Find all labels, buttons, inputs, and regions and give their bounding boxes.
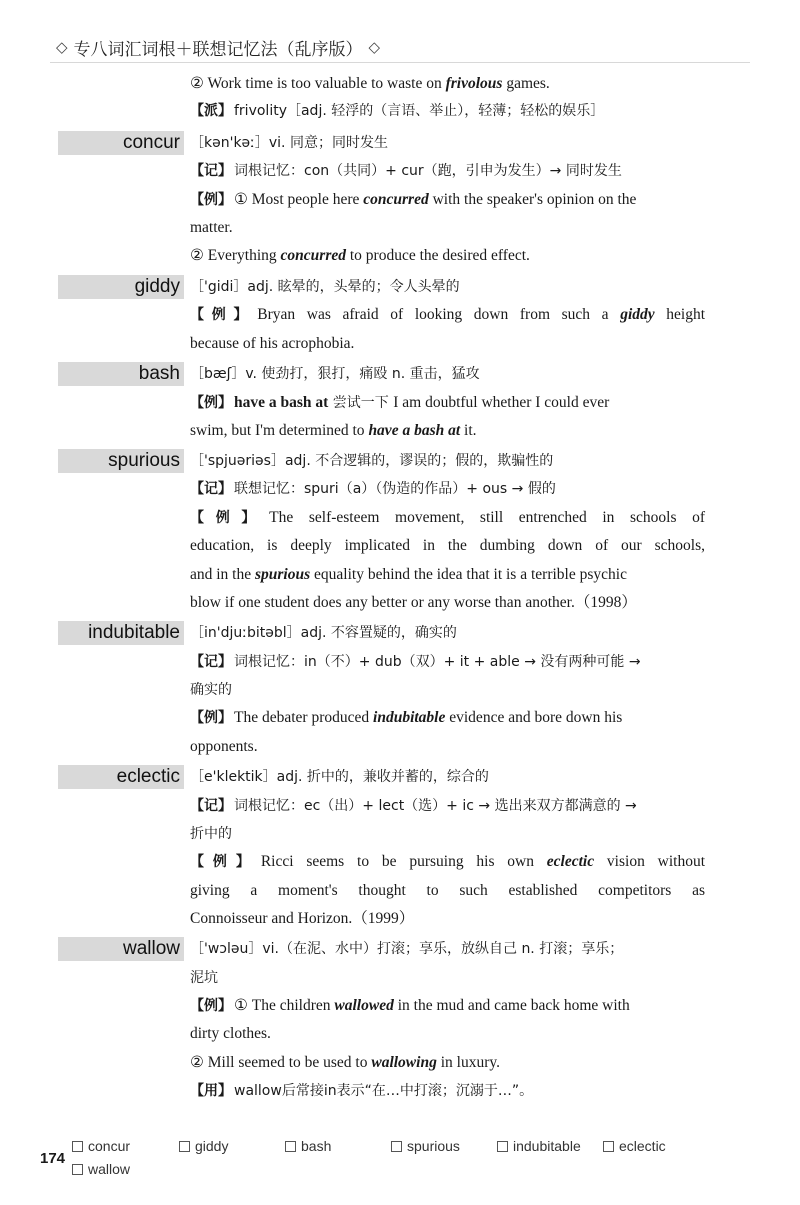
pron-def-bash: ［bæʃ］v. 使劲打，狠打，痛殴 n. 重击，猛攻 xyxy=(190,366,480,382)
checkbox-icon[interactable] xyxy=(497,1141,508,1152)
page-number: 174 xyxy=(40,1150,66,1167)
example-spurious-d: blow if one student does any better or any worse than another.（1998） xyxy=(190,594,637,611)
checkbox-item[interactable]: giddy xyxy=(179,1138,228,1154)
memo-concur: 【记】 词根记忆：con（共同）+ cur（跑，引申为发生）→ 同时发生 xyxy=(190,163,622,179)
checkbox-item[interactable]: indubitable xyxy=(497,1138,581,1154)
checkbox-item[interactable]: bash xyxy=(285,1138,331,1154)
checkbox-icon[interactable] xyxy=(285,1141,296,1152)
example-eclectic-c: Connoisseur and Horizon.（1999） xyxy=(190,910,415,927)
headword-indubitable: indubitable xyxy=(58,621,184,645)
checkbox-item[interactable]: spurious xyxy=(391,1138,460,1154)
pron-def-indubitable: ［in'djuːbitəbl］adj. 不容置疑的，确实的 xyxy=(190,625,457,641)
header-rule xyxy=(50,62,750,63)
example-eclectic-b: giving a moment's thought to such established competitors as xyxy=(190,882,705,899)
checkbox-icon[interactable] xyxy=(72,1164,83,1175)
pron-def-spurious: ［'spjuəriəs］adj. 不合逻辑的，谬误的；假的，欺骗性的 xyxy=(190,453,554,469)
memo-spurious: 【记】 联想记忆：spuri（a）（伪造的作品）+ ous → 假的 xyxy=(190,481,556,497)
example-giddy-a: 【例】 Bryan was afraid of looking down from such a giddy height xyxy=(190,306,705,323)
checkbox-item[interactable]: wallow xyxy=(72,1161,130,1177)
memo-indubitable-b: 确实的 xyxy=(190,682,232,698)
example-indubitable-b: opponents. xyxy=(190,738,258,755)
checkbox-icon[interactable] xyxy=(72,1141,83,1152)
headword-concur: concur xyxy=(58,131,184,155)
example-indubitable-a: 【例】 The debater produced indubitable evidence and bore down his xyxy=(190,709,623,726)
checkbox-item[interactable]: eclectic xyxy=(603,1138,666,1154)
example-spurious-c: and in the spurious equality behind the idea that it is a terrible psychic xyxy=(190,566,627,583)
headword-wallow: wallow xyxy=(58,937,184,961)
pron-def-concur: ［kən'kəː］vi. 同意；同时发生 xyxy=(190,135,388,151)
pron-def-wallow-a: ［'wɔləu］vi.（在泥、水中）打滚；享乐，放纵自己 n. 打滚；享乐； xyxy=(190,941,624,957)
checkbox-icon[interactable] xyxy=(391,1141,402,1152)
example-wallow-2: ② Mill seemed to be used to wallowing in luxury. xyxy=(190,1054,500,1071)
pron-def-eclectic: ［e'klektik］adj. 折中的，兼收并蓄的，综合的 xyxy=(190,769,489,785)
example-spurious-a: 【例】 The self-esteem movement, still entrenched in schools of xyxy=(190,509,705,526)
memo-indubitable-a: 【记】 词根记忆：in（不）+ dub（双）+ it + able → 没有两种可能 → xyxy=(190,654,641,670)
example-eclectic-a: 【例】 Ricci seems to be pursuing his own eclectic vision without xyxy=(190,853,706,870)
headword-giddy: giddy xyxy=(58,275,184,299)
headword-spurious: spurious xyxy=(58,449,184,473)
example-bash-b: swim, but I'm determined to have a bash at it. xyxy=(190,422,477,439)
diamond-icon: ◇ xyxy=(368,38,381,56)
headword-bash: bash xyxy=(58,362,184,386)
pron-def-giddy: ［'gidi］adj. 眩晕的，头晕的；令人头晕的 xyxy=(190,279,460,295)
memo-eclectic-b: 折中的 xyxy=(190,826,232,842)
example-line: ② Work time is too valuable to waste on frivolous games. xyxy=(190,75,550,92)
example-concur-1b: matter. xyxy=(190,219,233,236)
example-concur-2: ② Everything concurred to produce the desired effect. xyxy=(190,247,530,264)
checkbox-item[interactable]: concur xyxy=(72,1138,130,1154)
checkbox-icon[interactable] xyxy=(179,1141,190,1152)
usage-wallow: 【用】 wallow后常接in表示“在…中打滚；沉溺于…”。 xyxy=(190,1083,534,1099)
example-concur-1a: 【例】 ① Most people here concurred with the speaker's opinion on the xyxy=(190,191,637,208)
checkbox-icon[interactable] xyxy=(603,1141,614,1152)
page-header xyxy=(50,34,386,60)
example-wallow-1a: 【例】 ① The children wallowed in the mud and came back home with xyxy=(190,997,630,1014)
diamond-icon: ◇ xyxy=(56,38,68,56)
pron-def-wallow-b: 泥坑 xyxy=(190,970,218,986)
headword-eclectic: eclectic xyxy=(58,765,184,789)
book-title: 专八词汇词根＋联想记忆法（乱序版） xyxy=(73,39,363,60)
example-bash-a: 【例】 have a bash at 尝试一下 I am doubtful whether I could ever xyxy=(190,394,610,411)
example-spurious-b: education, is deeply implicated in the dumbing down of our schools, xyxy=(190,537,705,554)
memo-eclectic-a: 【记】 词根记忆：ec（出）+ lect（选）+ ic → 选出来双方都满意的 → xyxy=(190,798,637,814)
example-giddy-b: because of his acrophobia. xyxy=(190,335,355,352)
example-wallow-1b: dirty clothes. xyxy=(190,1025,271,1042)
derived-line: 【派】 frivolity［adj. 轻浮的（言语、举止），轻薄；轻松的娱乐］ xyxy=(190,103,605,119)
